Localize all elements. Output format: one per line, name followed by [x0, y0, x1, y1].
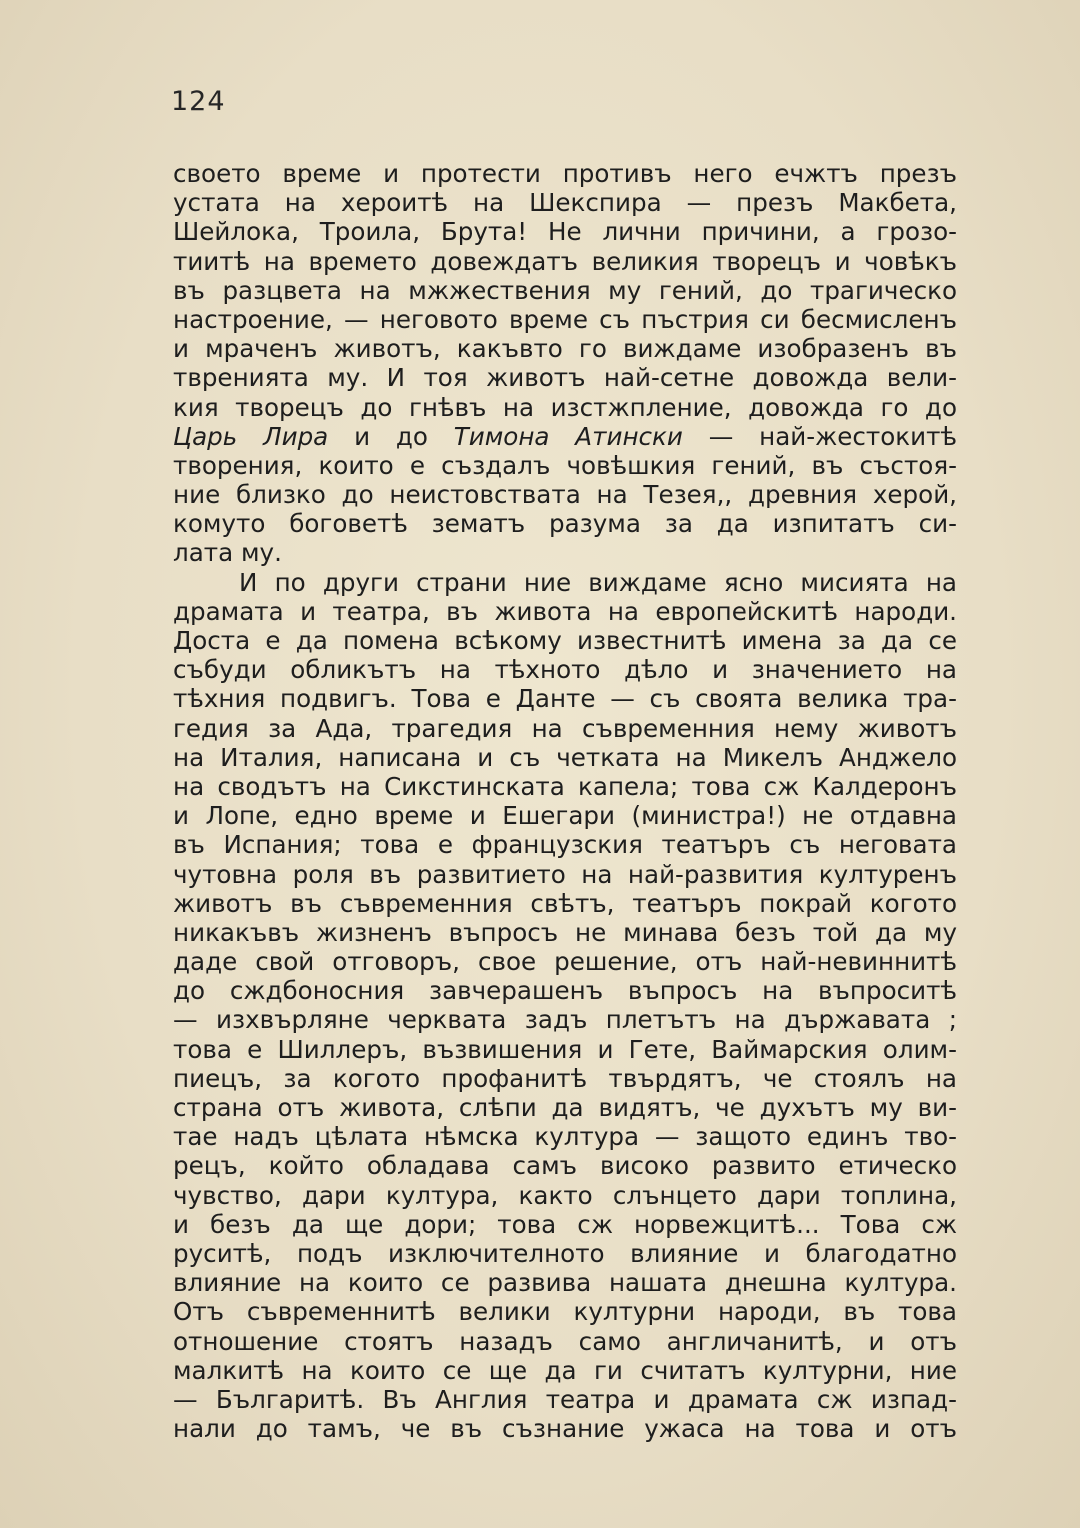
text-line: ние близко до неистовствата на Тезея,, древния херой, [173, 480, 957, 510]
text-line: въ разцвета на мжжествения му гений, до трагическо [173, 275, 957, 305]
text-line: тѣхния подвигъ. Това е Данте — съ своята велика тра- [173, 684, 957, 714]
text-line: никакъвъ жизненъ въпросъ не минава безъ той да му [173, 917, 957, 947]
text-line: чувство, дари култура, както слънцето дари топлина, [173, 1180, 957, 1210]
text-line: въ Испания; това е французския театъръ съ неговата [173, 830, 957, 860]
text-line: лата му. [173, 538, 282, 568]
text-fragment: — най-жестокитѣ [682, 421, 957, 451]
text-line: до сждбоносния завчерашенъ въпросъ на въпроситѣ [173, 976, 957, 1006]
text-line: пиецъ, за когото профанитѣ твърдятъ, че стоялъ на [173, 1063, 957, 1093]
text-line: и Лопе, едно време и Ешегари (министра!) не отдавна [173, 801, 957, 831]
text-line: и мраченъ животъ, какъвто го виждаме изобразенъ въ [173, 334, 957, 364]
text-fragment: и до [328, 421, 454, 451]
text-line: на сводътъ на Сикстинската капела; това сж Калдеронъ [173, 771, 957, 801]
body-text [173, 159, 957, 1443]
text-line-with-titles [173, 422, 957, 451]
text-line: настроение, — неговото време съ пъстрия си бесмисленъ [173, 304, 957, 334]
text-line: и безъ да ще дори; това сж норвежцитѣ... Това сж [173, 1209, 957, 1239]
text-line: своето време и протести противъ него ечжтъ презъ [173, 159, 957, 188]
text-line: драмата и театра, въ живота на европейскитѣ народи. [173, 596, 957, 626]
text-line: руситѣ, подъ изключителното влияние и благодатно [173, 1238, 957, 1268]
text-line: твренията му. И тоя животъ най-сетне довожда вели- [173, 363, 957, 393]
text-line: тае надъ цѣлата нѣмска култура — защото единъ тво- [173, 1122, 957, 1152]
text-line: нали до тамъ, че въ съзнание ужаса на това и отъ [173, 1414, 957, 1444]
text-line: това е Шиллеръ, възвишения и Гете, Ваймарския олим- [173, 1034, 957, 1064]
text-line: устата на хероитѣ на Шекспира — презъ Макбета, [173, 188, 957, 218]
text-line: — Българитѣ. Въ Англия театра и драмата сж изпад- [173, 1384, 957, 1414]
text-line: Шейлока, Троила, Брута! Не лични причини, а грозо- [173, 217, 957, 247]
italic-title: Царь Лира [173, 421, 329, 451]
paragraph-2 [173, 568, 957, 1444]
text-line: малкитѣ на които се ще да ги считатъ културни, ние [173, 1355, 957, 1385]
text-line: на Италия, написана и съ четката на Микелъ Анджело [173, 742, 957, 772]
text-line: — изхвърляне черквата задъ плетътъ на държавата ; [173, 1005, 957, 1035]
text-line: влияние на които се развива нашата днешна култура. [173, 1268, 957, 1298]
text-line: Отъ съвременнитѣ велики културни народи, въ това [173, 1297, 957, 1327]
text-line: отношение стоятъ назадъ само англичанитѣ, и отъ [173, 1326, 957, 1356]
text-line: комуто боговетѣ зематъ разума за да изпитатъ си- [173, 509, 957, 539]
text-line: тиитѣ на времето довеждатъ великия творецъ и човѣкъ [173, 246, 957, 276]
text-line: творения, които е създалъ човѣшкия гений, въ състоя- [173, 450, 957, 480]
page-number: 124 [171, 86, 226, 117]
text-line: животъ въ съвременния свѣтъ, театъръ покрай когото [173, 888, 957, 918]
text-line: чутовна роля въ развитието на най-развития културенъ [173, 859, 957, 889]
text-line: кия творецъ до гнѣвъ на изстжпление, довожда го до [173, 392, 957, 422]
text-line: страна отъ живота, слѣпи да видятъ, че духътъ му ви- [173, 1093, 957, 1122]
text-line: рецъ, който обладава самъ високо развито етическо [173, 1151, 957, 1181]
text-line: гедия за Ада, трагедия на съвременния нему животъ [173, 713, 957, 743]
text-line: И по други страни ние виждаме ясно мисията на [239, 567, 957, 597]
italic-title: Тимона Атински [453, 421, 683, 451]
text-line: Доста е да помена всѣкому известнитѣ имена за да се [173, 626, 957, 655]
text-line: събуди обликътъ на тѣхното дѣло и значението на [173, 655, 957, 685]
paragraph-1 [173, 159, 957, 568]
text-line: даде свой отговоръ, свое решение, отъ най-невиннитѣ [173, 947, 957, 977]
